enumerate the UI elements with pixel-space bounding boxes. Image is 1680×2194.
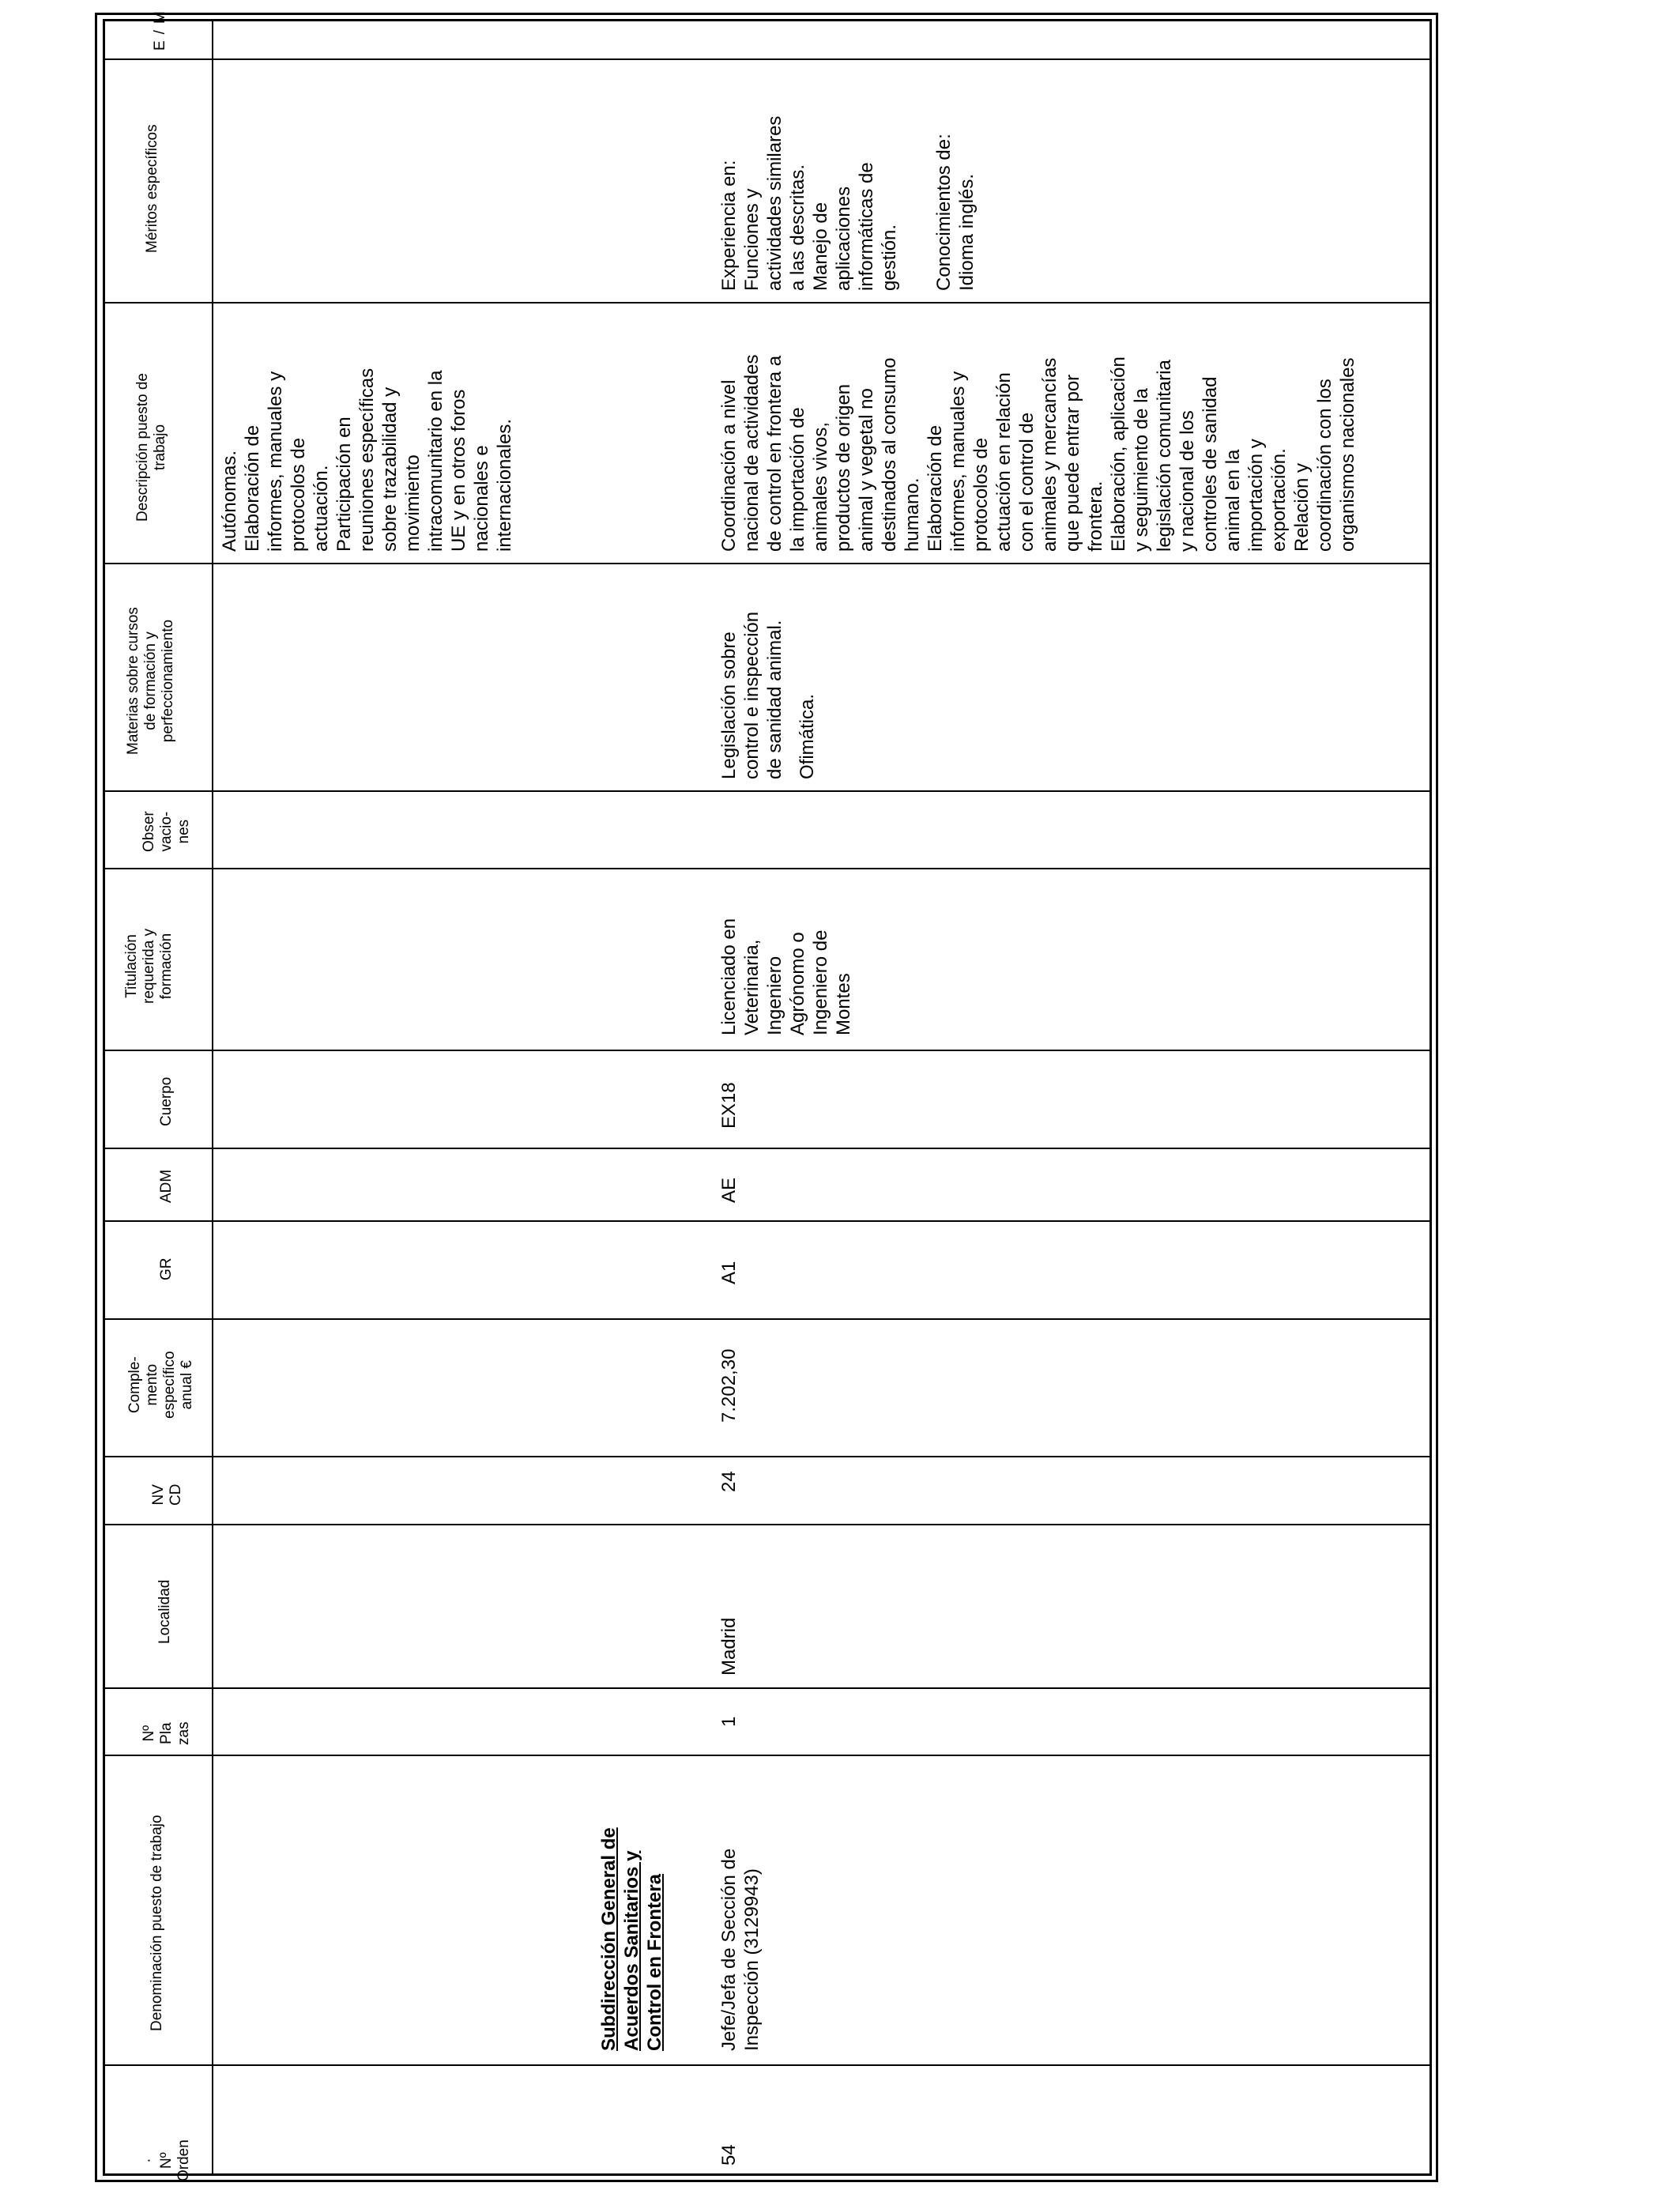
- header-meritos: Méritos específicos: [144, 124, 160, 253]
- header-localidad: Localidad: [156, 1579, 173, 1644]
- header-plazas: Nº Pla zas: [141, 1721, 192, 1745]
- header-observaciones: Obser vacio- nes: [141, 811, 192, 852]
- row-localidad: Madrid: [718, 1617, 740, 1676]
- row-denominacion: Jefe/Jefa de Sección de Inspección (3129943): [718, 1848, 763, 2051]
- header-gr: GR: [158, 1257, 175, 1280]
- header-complemento: Comple- mento específico anual €: [126, 1351, 195, 1419]
- row-complemento: 7.202,30: [718, 1348, 740, 1423]
- header-materias: Materias sobre cursos de formación y perfeccionamiento: [125, 607, 176, 755]
- header-cuerpo: Cuerpo: [158, 1076, 175, 1126]
- col-sep-descripcion-materias: [103, 563, 1432, 564]
- row-materias: Legislación sobre control e inspección de sanidad animal. Ofimática.: [718, 611, 818, 779]
- header-titulacion: Titulación requerida y formación: [123, 928, 175, 1004]
- row-descripcion: Coordinación a nivel nacional de actividades de control en frontera a la importación de animales vivos, productos de origen animal y vegetal no destinados al consumo humano. Elaboración de informes, manuales y protocolos de actuación en relación con el control de animales y mercancías que puede entrar por frontera. Elaboración, aplicación y seguimiento de la legislación comunitaria y nacional de los controles de sanidad animal en la importación y exportación. Relación y coordinación con los organismos nacionales: [718, 354, 1358, 552]
- col-sep-denominacion-orden: [103, 2064, 1432, 2066]
- col-sep-plazas-denominacion: [103, 1755, 1432, 1756]
- row-nv-cd: 24: [718, 1471, 740, 1492]
- row-titulacion: Licenciado en Veterinaria, Ingeniero Agrónomo o Ingeniero de Montes: [718, 918, 854, 1035]
- row-adm: AE: [718, 1177, 740, 1203]
- header-separator: [212, 19, 213, 2176]
- col-sep-observaciones-titulacion: [103, 868, 1432, 869]
- continuation-descripcion: Autónomas. Elaboración de informes, manuales y protocolos de actuación. Participación en reuniones específicas sobre trazabilidad y movimiento intracomunitario en la UE y en otros foros nacionales e internacionales.: [219, 368, 515, 552]
- header-nv-cd: NV CD: [150, 1483, 184, 1506]
- row-cuerpo: EX18: [718, 1082, 740, 1129]
- row-meritos: Experiencia en: Funciones y actividades similares a las descritas. Manejo de aplicaciones informáticas de gestión. Conocimientos de: Idioma inglés.: [718, 115, 977, 291]
- col-sep-meritos-descripcion: [103, 302, 1432, 303]
- header-orden: · Nº Orden: [141, 2139, 192, 2181]
- row-plazas: 1: [718, 1716, 740, 1727]
- col-sep-cuerpo-adm: [103, 1148, 1432, 1149]
- header-denominacion: Denominación puesto de trabajo: [149, 1815, 165, 2031]
- header-descripcion: Descripción puesto de trabajo: [134, 373, 168, 522]
- header-em: E / M: [152, 11, 168, 51]
- col-sep-complemento-nvcd: [103, 1456, 1432, 1457]
- col-sep-localidad-plazas: [103, 1687, 1432, 1689]
- row-gr: A1: [718, 1261, 740, 1284]
- col-sep-em-meritos: [103, 58, 1432, 60]
- col-sep-adm-gr: [103, 1220, 1432, 1222]
- col-sep-gr-complemento: [103, 1318, 1432, 1320]
- col-sep-titulacion-cuerpo: [103, 1050, 1432, 1051]
- col-sep-materias-observaciones: [103, 790, 1432, 792]
- header-adm: ADM: [158, 1169, 175, 1203]
- table-inner-border: [103, 19, 1432, 2176]
- section-title: Subdirección General de Acuerdos Sanitarios y Control en Frontera: [598, 1827, 665, 2051]
- col-sep-nvcd-localidad: [103, 1524, 1432, 1525]
- row-orden: 54: [718, 2144, 740, 2166]
